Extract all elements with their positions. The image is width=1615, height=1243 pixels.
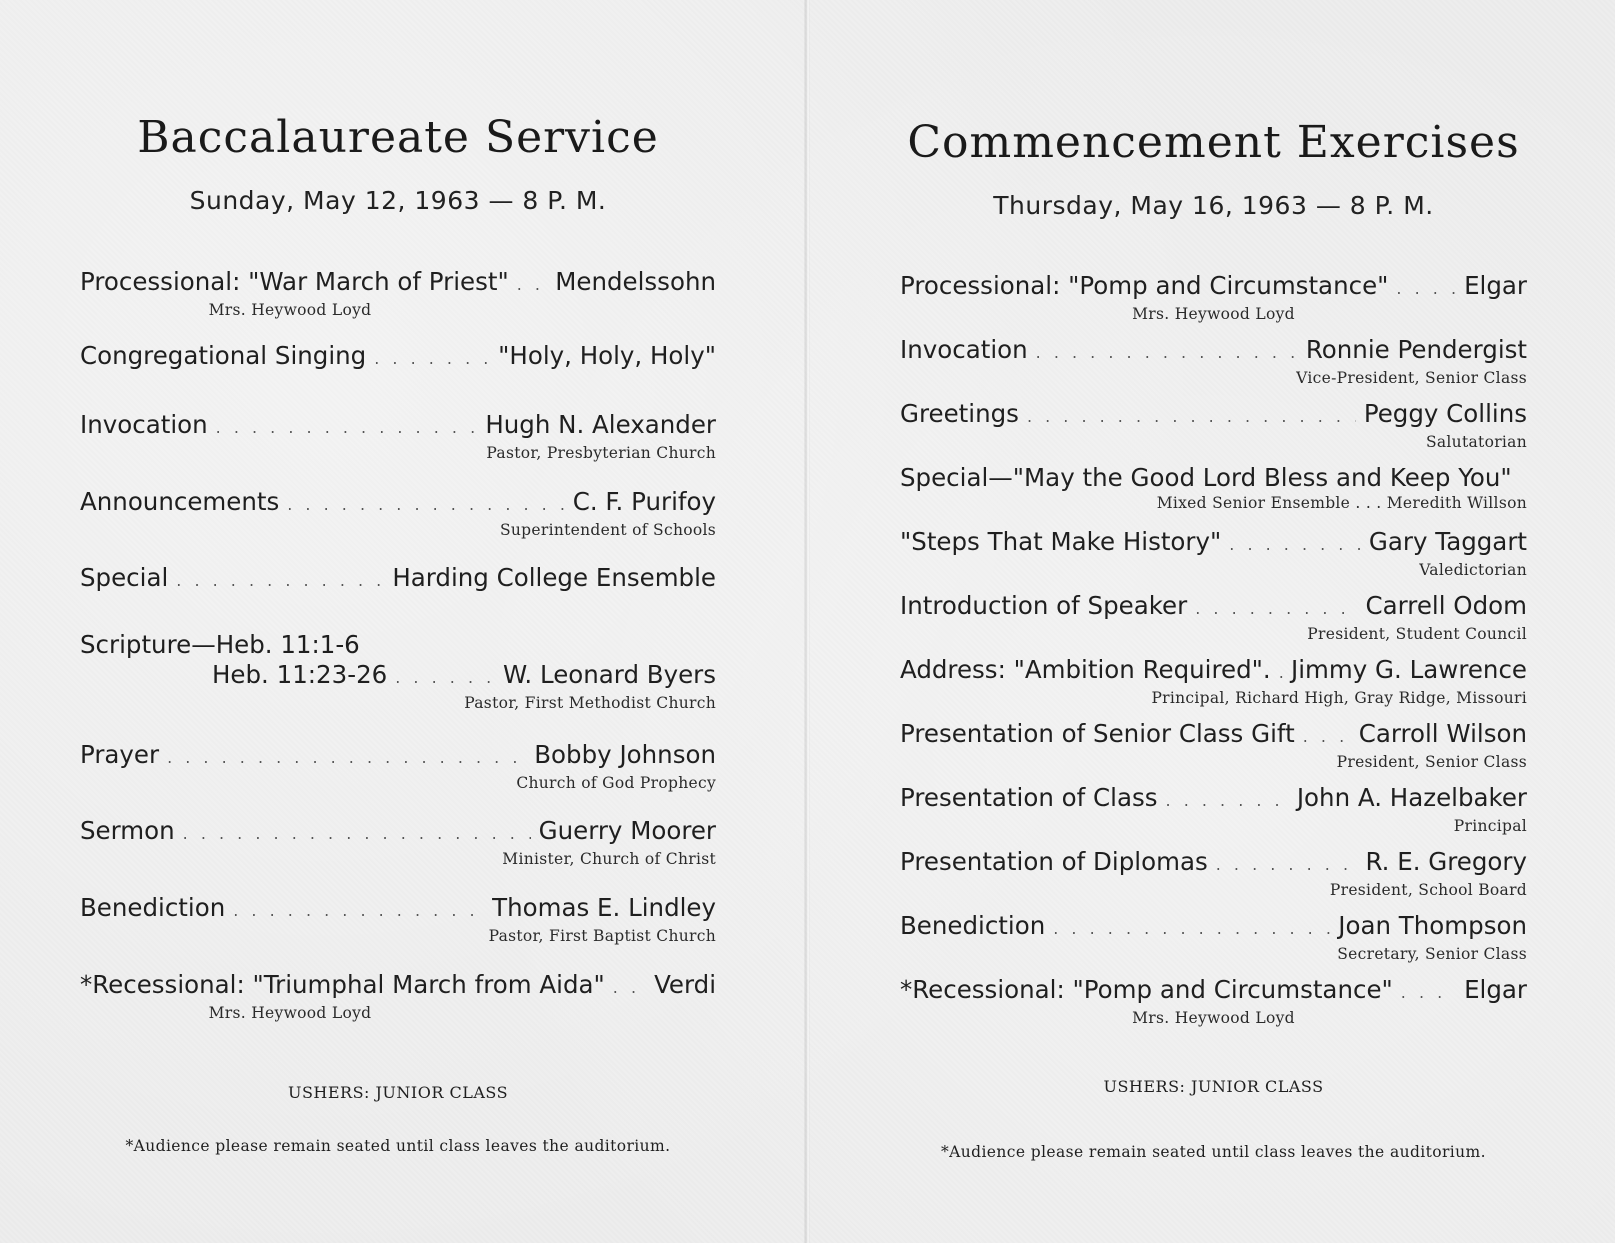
- program-item: [900, 847, 1527, 900]
- item-subtitle: Pastor, First Methodist Church: [464, 694, 716, 712]
- item-value: W. Leonard Byers: [502, 660, 716, 689]
- item-label: Introduction of Speaker: [900, 591, 1188, 620]
- commencement-title: Commencement Exercises: [907, 117, 1520, 168]
- item-value: Carrell Odom: [1365, 591, 1527, 620]
- leader-dots: [183, 819, 531, 849]
- item-subtitle: Vice-President, Senior Class: [1296, 369, 1527, 387]
- item-subtitle: President, Student Council: [1307, 625, 1527, 643]
- item-label: Greetings: [900, 399, 1019, 428]
- item-value: Carroll Wilson: [1358, 719, 1527, 748]
- program-item: [900, 271, 1527, 324]
- item-label: Prayer: [80, 740, 160, 769]
- item-label: Announcements: [80, 487, 280, 516]
- leader-dots: [1216, 850, 1358, 880]
- item-value: Thomas E. Lindley: [492, 893, 716, 922]
- program-item: [80, 816, 716, 869]
- leader-dots: [1166, 786, 1289, 816]
- program-item: [80, 893, 716, 946]
- leader-dots: [1279, 658, 1283, 688]
- leader-dots: [176, 566, 384, 596]
- scripture-line-2: Heb. 11:23-26: [212, 660, 388, 689]
- item-label: Address: "Ambition Required".: [900, 655, 1271, 684]
- item-subtitle: Salutatorian: [1425, 433, 1527, 451]
- item-label: Presentation of Diplomas: [900, 847, 1208, 876]
- leader-dots: [167, 743, 526, 773]
- item-value: C. F. Purifoy: [572, 487, 716, 516]
- leader-dots: [233, 896, 484, 926]
- item-value: Ronnie Pendergist: [1305, 335, 1527, 364]
- program-item: [900, 655, 1527, 708]
- item-label: Sermon: [80, 816, 175, 845]
- item-value: John A. Hazelbaker: [1296, 783, 1527, 812]
- leader-dots: [1027, 402, 1356, 432]
- item-value: Joan Thompson: [1338, 911, 1527, 940]
- item-value: Bobby Johnson: [534, 740, 716, 769]
- leader-dots: [287, 490, 564, 520]
- item-subtitle: Mixed Senior Ensemble . . . Meredith Willson: [1156, 494, 1527, 512]
- program-item: [80, 740, 716, 793]
- center-fold: [804, 0, 810, 1243]
- item-label: Special—"May the Good Lord Bless and Keep You": [900, 463, 1512, 492]
- item-label: Congregational Singing: [80, 341, 367, 370]
- item-subtitle: President, Senior Class: [1336, 753, 1527, 771]
- item-value: Gary Taggart: [1368, 527, 1527, 556]
- item-value: Verdi: [654, 970, 716, 999]
- item-label: Processional: "War March of Priest": [80, 267, 509, 296]
- item-value: Elgar: [1464, 271, 1527, 300]
- program-item: [80, 341, 716, 374]
- leader-dots: [395, 663, 495, 693]
- item-value: Elgar: [1464, 975, 1527, 1004]
- item-subtitle: Secretary, Senior Class: [1337, 945, 1527, 963]
- item-label: "Steps That Make History": [900, 527, 1222, 556]
- baccalaureate-page: [80, 0, 716, 1243]
- item-subtitle: Valedictorian: [1419, 561, 1527, 579]
- item-subtitle: President, School Board: [1329, 881, 1527, 899]
- leader-dots: [1053, 914, 1330, 944]
- program-item: [900, 719, 1527, 772]
- item-subtitle: Superintendent of Schools: [499, 521, 716, 539]
- leader-dots: [613, 973, 646, 1003]
- item-subtitle: Mrs. Heywood Loyd: [1132, 305, 1295, 323]
- leader-dots: [1195, 594, 1357, 624]
- audience-footnote: *Audience please remain seated until class leaves the auditorium.: [941, 1143, 1486, 1161]
- item-subtitle: Mrs. Heywood Loyd: [208, 1004, 372, 1022]
- item-label: Presentation of Class: [900, 783, 1158, 812]
- program-item: [900, 527, 1527, 580]
- leader-dots: [1401, 978, 1456, 1008]
- item-label: Processional: "Pomp and Circumstance": [900, 271, 1389, 300]
- program-item: [900, 335, 1527, 388]
- scripture-item: [80, 630, 716, 713]
- item-value: Hugh N. Alexander: [485, 410, 716, 439]
- item-subtitle: Principal, Richard High, Gray Ridge, Missouri: [1151, 689, 1527, 707]
- ushers-note: USHERS: JUNIOR CLASS: [287, 1083, 509, 1102]
- program-item: [900, 911, 1527, 964]
- item-label: Invocation: [900, 335, 1028, 364]
- commencement-date: Thursday, May 16, 1963 — 8 P. M.: [993, 191, 1434, 220]
- item-label: *Recessional: "Pomp and Circumstance": [900, 975, 1393, 1004]
- program-item: [900, 591, 1527, 644]
- item-value: "Holy, Holy, Holy": [498, 341, 716, 370]
- item-subtitle: Mrs. Heywood Loyd: [208, 301, 372, 319]
- item-subtitle: Pastor, Presbyterian Church: [486, 444, 716, 462]
- item-subtitle: Principal: [1453, 817, 1527, 835]
- item-value: R. E. Gregory: [1365, 847, 1527, 876]
- item-label: Benediction: [80, 893, 226, 922]
- program-item: [900, 783, 1527, 836]
- item-label: Benediction: [900, 911, 1046, 940]
- program-item: [900, 975, 1527, 1028]
- leader-dots: [1036, 338, 1298, 368]
- audience-footnote: *Audience please remain seated until class leaves the auditorium.: [125, 1137, 671, 1155]
- program-item: [80, 970, 716, 1023]
- baccalaureate-title: Baccalaureate Service: [137, 112, 659, 163]
- leader-dots: [216, 413, 478, 443]
- program-item: [80, 563, 716, 596]
- item-value: Harding College Ensemble: [392, 563, 716, 592]
- item-value: Jimmy G. Lawrence: [1291, 655, 1527, 684]
- program-item: [80, 267, 716, 320]
- item-subtitle: Pastor, First Baptist Church: [488, 927, 716, 945]
- program-item: [80, 487, 716, 540]
- item-subtitle: Church of God Prophecy: [516, 774, 716, 792]
- leader-dots: [1396, 274, 1456, 304]
- item-value: Mendelssohn: [555, 267, 716, 296]
- ushers-note: USHERS: JUNIOR CLASS: [1103, 1077, 1324, 1096]
- item-label: *Recessional: "Triumphal March from Aida": [80, 970, 605, 999]
- program-item: [900, 463, 1527, 513]
- item-value: Guerry Moorer: [538, 816, 716, 845]
- item-label: Invocation: [80, 410, 208, 439]
- baccalaureate-date: Sunday, May 12, 1963 — 8 P. M.: [189, 186, 607, 215]
- program-item: [900, 399, 1527, 452]
- item-value: Peggy Collins: [1363, 399, 1527, 428]
- scripture-line-1: Scripture—Heb. 11:1-6: [80, 630, 360, 659]
- item-subtitle: Mrs. Heywood Loyd: [1132, 1009, 1295, 1027]
- item-label: Special: [80, 563, 169, 592]
- item-label: Presentation of Senior Class Gift: [900, 719, 1295, 748]
- leader-dots: [517, 270, 548, 300]
- program-item: [80, 410, 716, 463]
- leader-dots: [1229, 530, 1361, 560]
- leader-dots: [1303, 722, 1351, 752]
- item-subtitle: Minister, Church of Christ: [502, 850, 716, 868]
- commencement-page: [900, 0, 1527, 1243]
- leader-dots: [374, 344, 490, 374]
